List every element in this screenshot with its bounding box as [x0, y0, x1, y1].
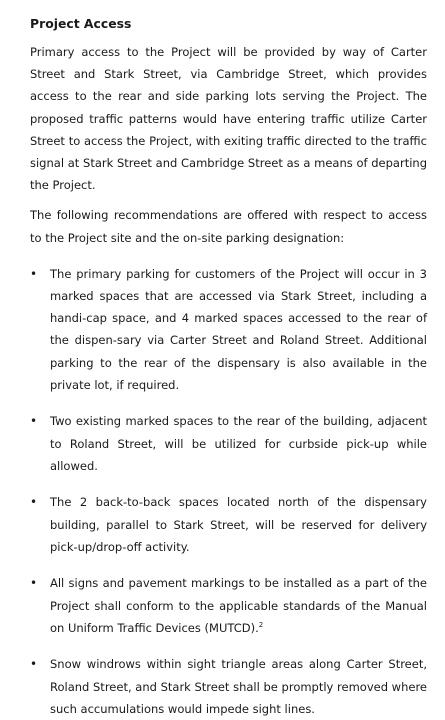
- recommendation-text: The 2 back-to-back spaces located north of the dispensary building, parallel to Stark Street, will be reserved for delivery pick-up/drop-off activity.: [50, 495, 427, 554]
- recommendation-text: All signs and pavement markings to be installed as a part of the Project shall conform to the applicable standards of the Manual on Uniform Traffic Devices (MUTCD).: [50, 576, 427, 635]
- footnote-marker: 2: [258, 621, 264, 630]
- bullet-icon: •: [30, 414, 38, 429]
- bullet-icon: •: [30, 657, 38, 672]
- recommendation-item: [30, 410, 427, 477]
- recommendations-list: [30, 263, 427, 720]
- recommendation-item: [30, 491, 427, 558]
- recommendation-item: [30, 263, 427, 396]
- bullet-icon: •: [30, 576, 38, 591]
- recommendation-text: Two existing marked spaces to the rear of the building, adjacent to Roland Street, will be utilized for curbside pick-up while allowed.: [50, 414, 427, 473]
- recommendation-item: [30, 572, 427, 639]
- lead-paragraph: The following recommendations are offered with respect to access to the Project site and the on-site parking designation:: [30, 208, 427, 245]
- bullet-icon: •: [30, 495, 38, 510]
- recommendation-text: The primary parking for customers of the Project will occur in 3 marked spaces that are accessed via Stark Street, including a handi-cap space, and 4 marked spaces accessed to the rear of the dispen-sary via Carter Street and Roland Street. Additional parking to the rear of the dispensary is also available in the private lot, if required.: [50, 266, 427, 392]
- bullet-icon: •: [30, 266, 38, 281]
- recommendation-text: Snow windrows within sight triangle areas along Carter Street, Roland Street, and Stark Street shall be promptly removed where such accumulations would impede sight lines.: [50, 657, 427, 716]
- section-heading: Project Access: [30, 16, 132, 31]
- intro-paragraph: Primary access to the Project will be provided by way of Carter Street and Stark Street, via Cambridge Street, which provides access to the rear and side parking lots serving the Project. The proposed traffic patterns would have entering traffic utilize Carter Street to access the Project, with exiting traffic directed to the traffic signal at Stark Street and Cambridge Street as a means of departing the Project.: [30, 45, 427, 193]
- recommendation-item: [30, 653, 427, 720]
